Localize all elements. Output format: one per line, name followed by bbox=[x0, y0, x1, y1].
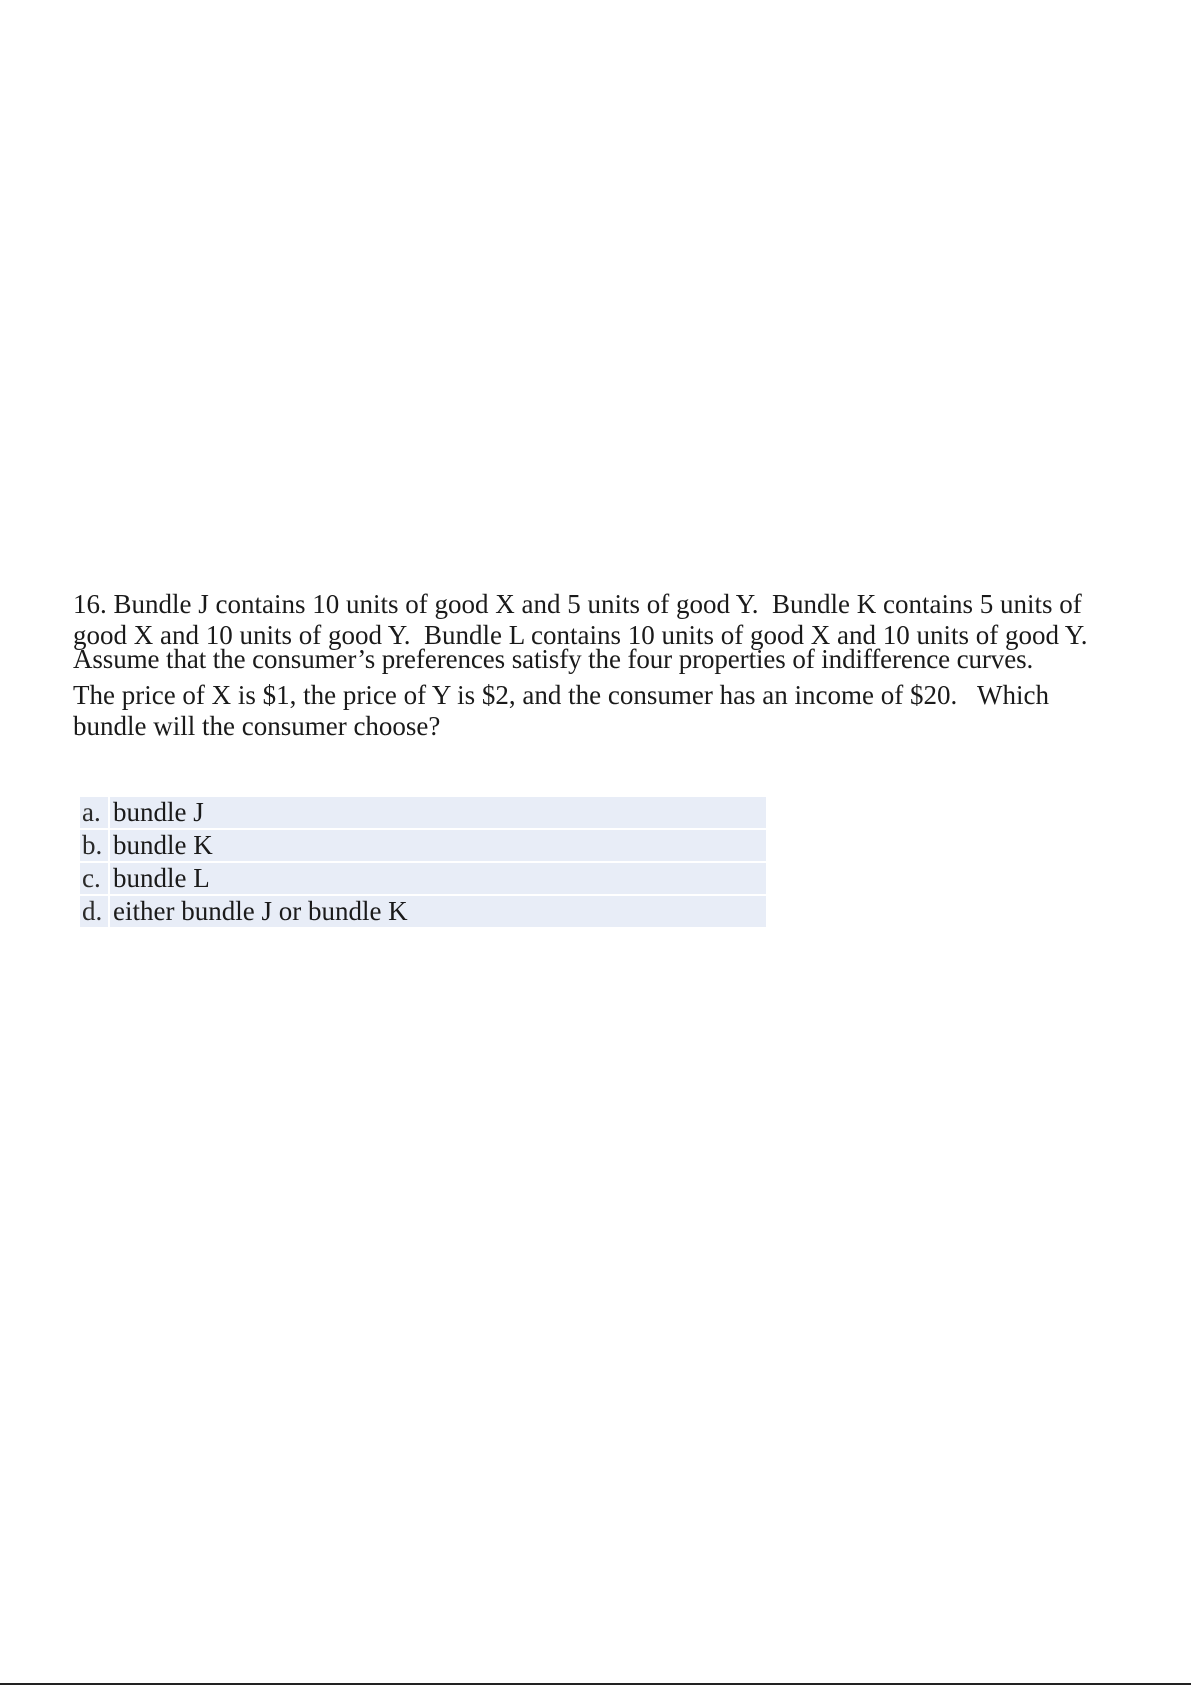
option-text: either bundle J or bundle K bbox=[110, 896, 766, 927]
option-letter: b. bbox=[80, 830, 110, 861]
question-text bbox=[73, 591, 1133, 740]
option-row-c[interactable] bbox=[80, 863, 766, 894]
option-letter: c. bbox=[80, 863, 110, 894]
answer-options bbox=[80, 795, 766, 929]
option-row-d[interactable] bbox=[80, 896, 766, 927]
question-line: bundle will the consumer choose? bbox=[73, 711, 441, 741]
question-line: good X and 10 units of good Y. Bundle L contains 10 units of good X and 10 units of good Y. bbox=[73, 620, 1088, 650]
question-line: 16. Bundle J contains 10 units of good X and 5 units of good Y. Bundle K contains 5 units of bbox=[73, 589, 1082, 619]
question-line: Assume that the consumer’s preferences satisfy the four properties of indifference curves. bbox=[73, 644, 1034, 674]
option-text: bundle L bbox=[110, 863, 766, 894]
option-row-a[interactable] bbox=[80, 797, 766, 828]
option-letter: d. bbox=[80, 896, 110, 927]
option-row-b[interactable] bbox=[80, 830, 766, 861]
question-line: The price of X is $1, the price of Y is $2, and the consumer has an income of $20. Which bbox=[73, 680, 1049, 710]
option-text: bundle K bbox=[110, 830, 766, 861]
option-letter: a. bbox=[80, 797, 110, 828]
option-text: bundle J bbox=[110, 797, 766, 828]
